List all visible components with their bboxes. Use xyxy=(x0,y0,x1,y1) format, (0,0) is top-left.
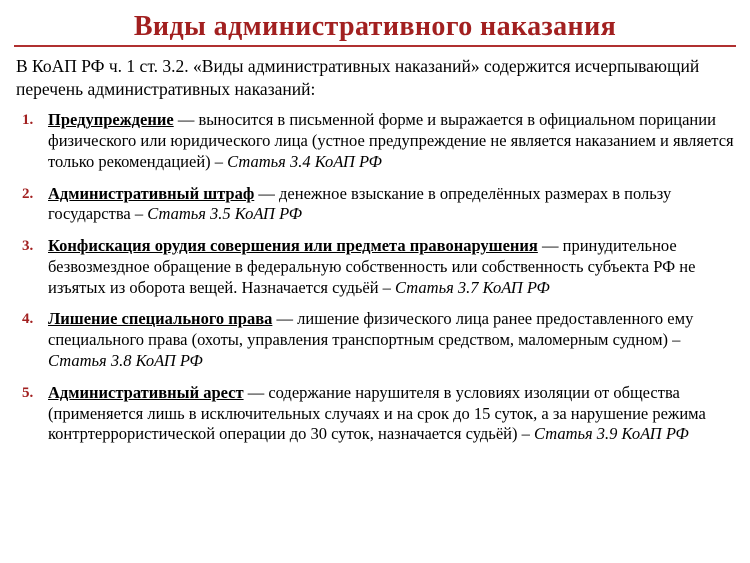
list-item-dash: — xyxy=(537,236,563,256)
list-item-text: лишение физического лица ранее предоставленного ему специального права (охоты, управления транспортным средством, маломерным судном) – xyxy=(48,309,694,350)
intro-paragraph: В КоАП РФ ч. 1 ст. 3.2. «Виды административных наказаний» содержится исчерпывающий перечень административных наказаний: xyxy=(16,56,700,99)
list-item-text: принудительное безвозмездное обращение в федеральную собственность или собственность субъекта РФ не изъятых из оборота вещей. Назначается судьёй – xyxy=(48,236,696,297)
list-item-text: денежное взыскание в определённых размерах в пользу государства – xyxy=(48,183,672,224)
list-item-term: Конфискация орудия совершения или предмета правонарушения xyxy=(48,236,538,256)
list-item-dash: — xyxy=(254,183,280,203)
list-item-number: 4. xyxy=(22,311,34,328)
list-item-term: Предупреждение xyxy=(48,110,174,130)
list-item xyxy=(14,383,736,445)
title-block xyxy=(14,12,736,47)
title-divider xyxy=(14,45,736,47)
list-item-number: 5. xyxy=(22,384,34,401)
list-item-dash: — xyxy=(173,110,199,130)
list-item xyxy=(14,110,736,172)
list-item-term: Административный штраф xyxy=(48,183,255,203)
list-item-term: Административный арест xyxy=(48,382,244,402)
list-item-dash: — xyxy=(243,382,269,402)
list-item xyxy=(14,236,736,298)
punishment-list xyxy=(14,110,736,445)
list-item-number: 1. xyxy=(22,112,34,129)
list-item-article: Статья 3.8 КоАП РФ xyxy=(48,350,203,370)
list-item-number: 3. xyxy=(22,238,34,255)
list-item xyxy=(14,184,736,226)
list-item-article: Статья 3.9 КоАП РФ xyxy=(533,424,689,444)
list-item-term: Лишение специального права xyxy=(48,309,273,329)
list-item-article: Статья 3.7 КоАП РФ xyxy=(395,277,550,297)
list-item xyxy=(14,309,736,371)
list-item-dash: — xyxy=(272,309,298,329)
list-item-article: Статья 3.4 КоАП РФ xyxy=(227,151,382,171)
page-title: Виды административного наказания xyxy=(133,11,617,42)
list-item-text: содержание нарушителя в условиях изоляции от общества (применяется лишь в исключительных случаях и на срок до 15 суток, а за нарушение режима контртеррористической операции до 30 суток, назначается судьёй) – xyxy=(48,382,706,444)
list-item-text: выносится в письменной форме и выражается в официальном порицании физического или юридического лица (устное предупреждение не является наказанием и является только рекомендацией) – xyxy=(48,110,734,171)
list-item-number: 2. xyxy=(22,185,34,202)
list-item-article: Статья 3.5 КоАП РФ xyxy=(147,204,303,224)
